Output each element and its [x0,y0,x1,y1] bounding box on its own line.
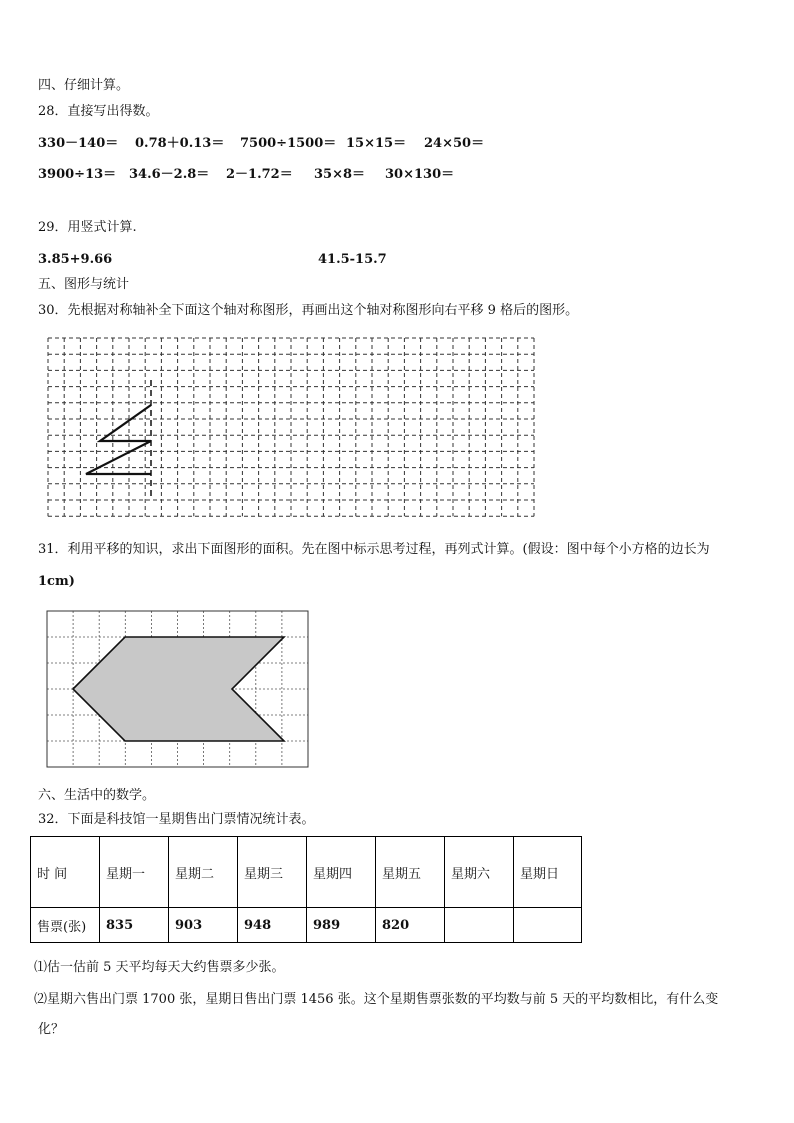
ticket-sales-table [30,836,582,943]
area-grid-figure [44,608,312,772]
sub-question-1: ⑴估一估前 5 天平均每天大约售票多少张。 [34,960,285,975]
table-cell: 948 [238,908,307,943]
table-header-cell: 时 间 [31,837,100,908]
question-32-title: 32．下面是科技馆一星期售出门票情况统计表。 [38,812,315,827]
calc-item: 24×50＝ [424,136,485,151]
table-header-cell: 星期日 [514,837,582,908]
table-row [31,908,582,943]
calc-item: 2－1.72＝ [226,167,293,182]
calc-item: 15×15＝ [346,136,407,151]
question-31-title: 31．利用平移的知识，求出下面图形的面积。先在图中标示思考过程，再列式计算。(假设：图中每个小方格的边长为 [38,542,710,557]
table-cell: 835 [100,908,169,943]
sub-question-2-cont: 化？ [38,1022,65,1037]
table-header-cell: 星期三 [238,837,307,908]
sub-question-2: ⑵星期六售出门票 1700 张，星期日售出门票 1456 张。这个星期售票张数的平均数与前 5 天的平均数相比，有什么变 [34,992,719,1007]
table-header-cell: 星期四 [307,837,376,908]
table-cell: 820 [376,908,445,943]
half-shape [86,405,151,474]
table-header-cell: 星期五 [376,837,445,908]
table-cell: 903 [169,908,238,943]
question-29-title: 29．用竖式计算. [38,220,137,235]
calc-item: 330－140＝ [38,136,119,151]
question-30-title: 30．先根据对称轴补全下面这个轴对称图形，再画出这个轴对称图形向右平移 9 格后的图形。 [38,303,579,318]
section-heading: 六、生活中的数学。 [38,788,156,803]
table-cell [514,908,582,943]
table-cell: 989 [307,908,376,943]
calc-item: 34.6－2.8＝ [129,167,210,182]
table-header-cell: 星期二 [169,837,238,908]
calc-item: 0.78＋0.13＝ [135,136,225,151]
section-heading: 四、仔细计算。 [38,78,130,93]
table-header-cell: 星期六 [445,837,514,908]
table-header-cell: 星期一 [100,837,169,908]
question-28-title: 28．直接写出得数。 [38,104,159,119]
table-header-row [31,837,582,908]
question-31-title-cont: 1cm) [38,574,75,589]
symmetry-grid-figure [40,330,550,535]
calc-item: 35×8＝ [314,167,366,182]
calc-item: 3900÷13＝ [38,167,117,182]
table-cell [445,908,514,943]
calc-item: 30×130＝ [385,167,455,182]
vertical-calc-item: 41.5-15.7 [318,252,387,267]
section-heading: 五、图形与统计 [38,277,130,292]
table-row-label: 售票(张) [31,908,100,943]
vertical-calc-item: 3.85+9.66 [38,252,113,267]
calc-item: 7500÷1500＝ [240,136,337,151]
